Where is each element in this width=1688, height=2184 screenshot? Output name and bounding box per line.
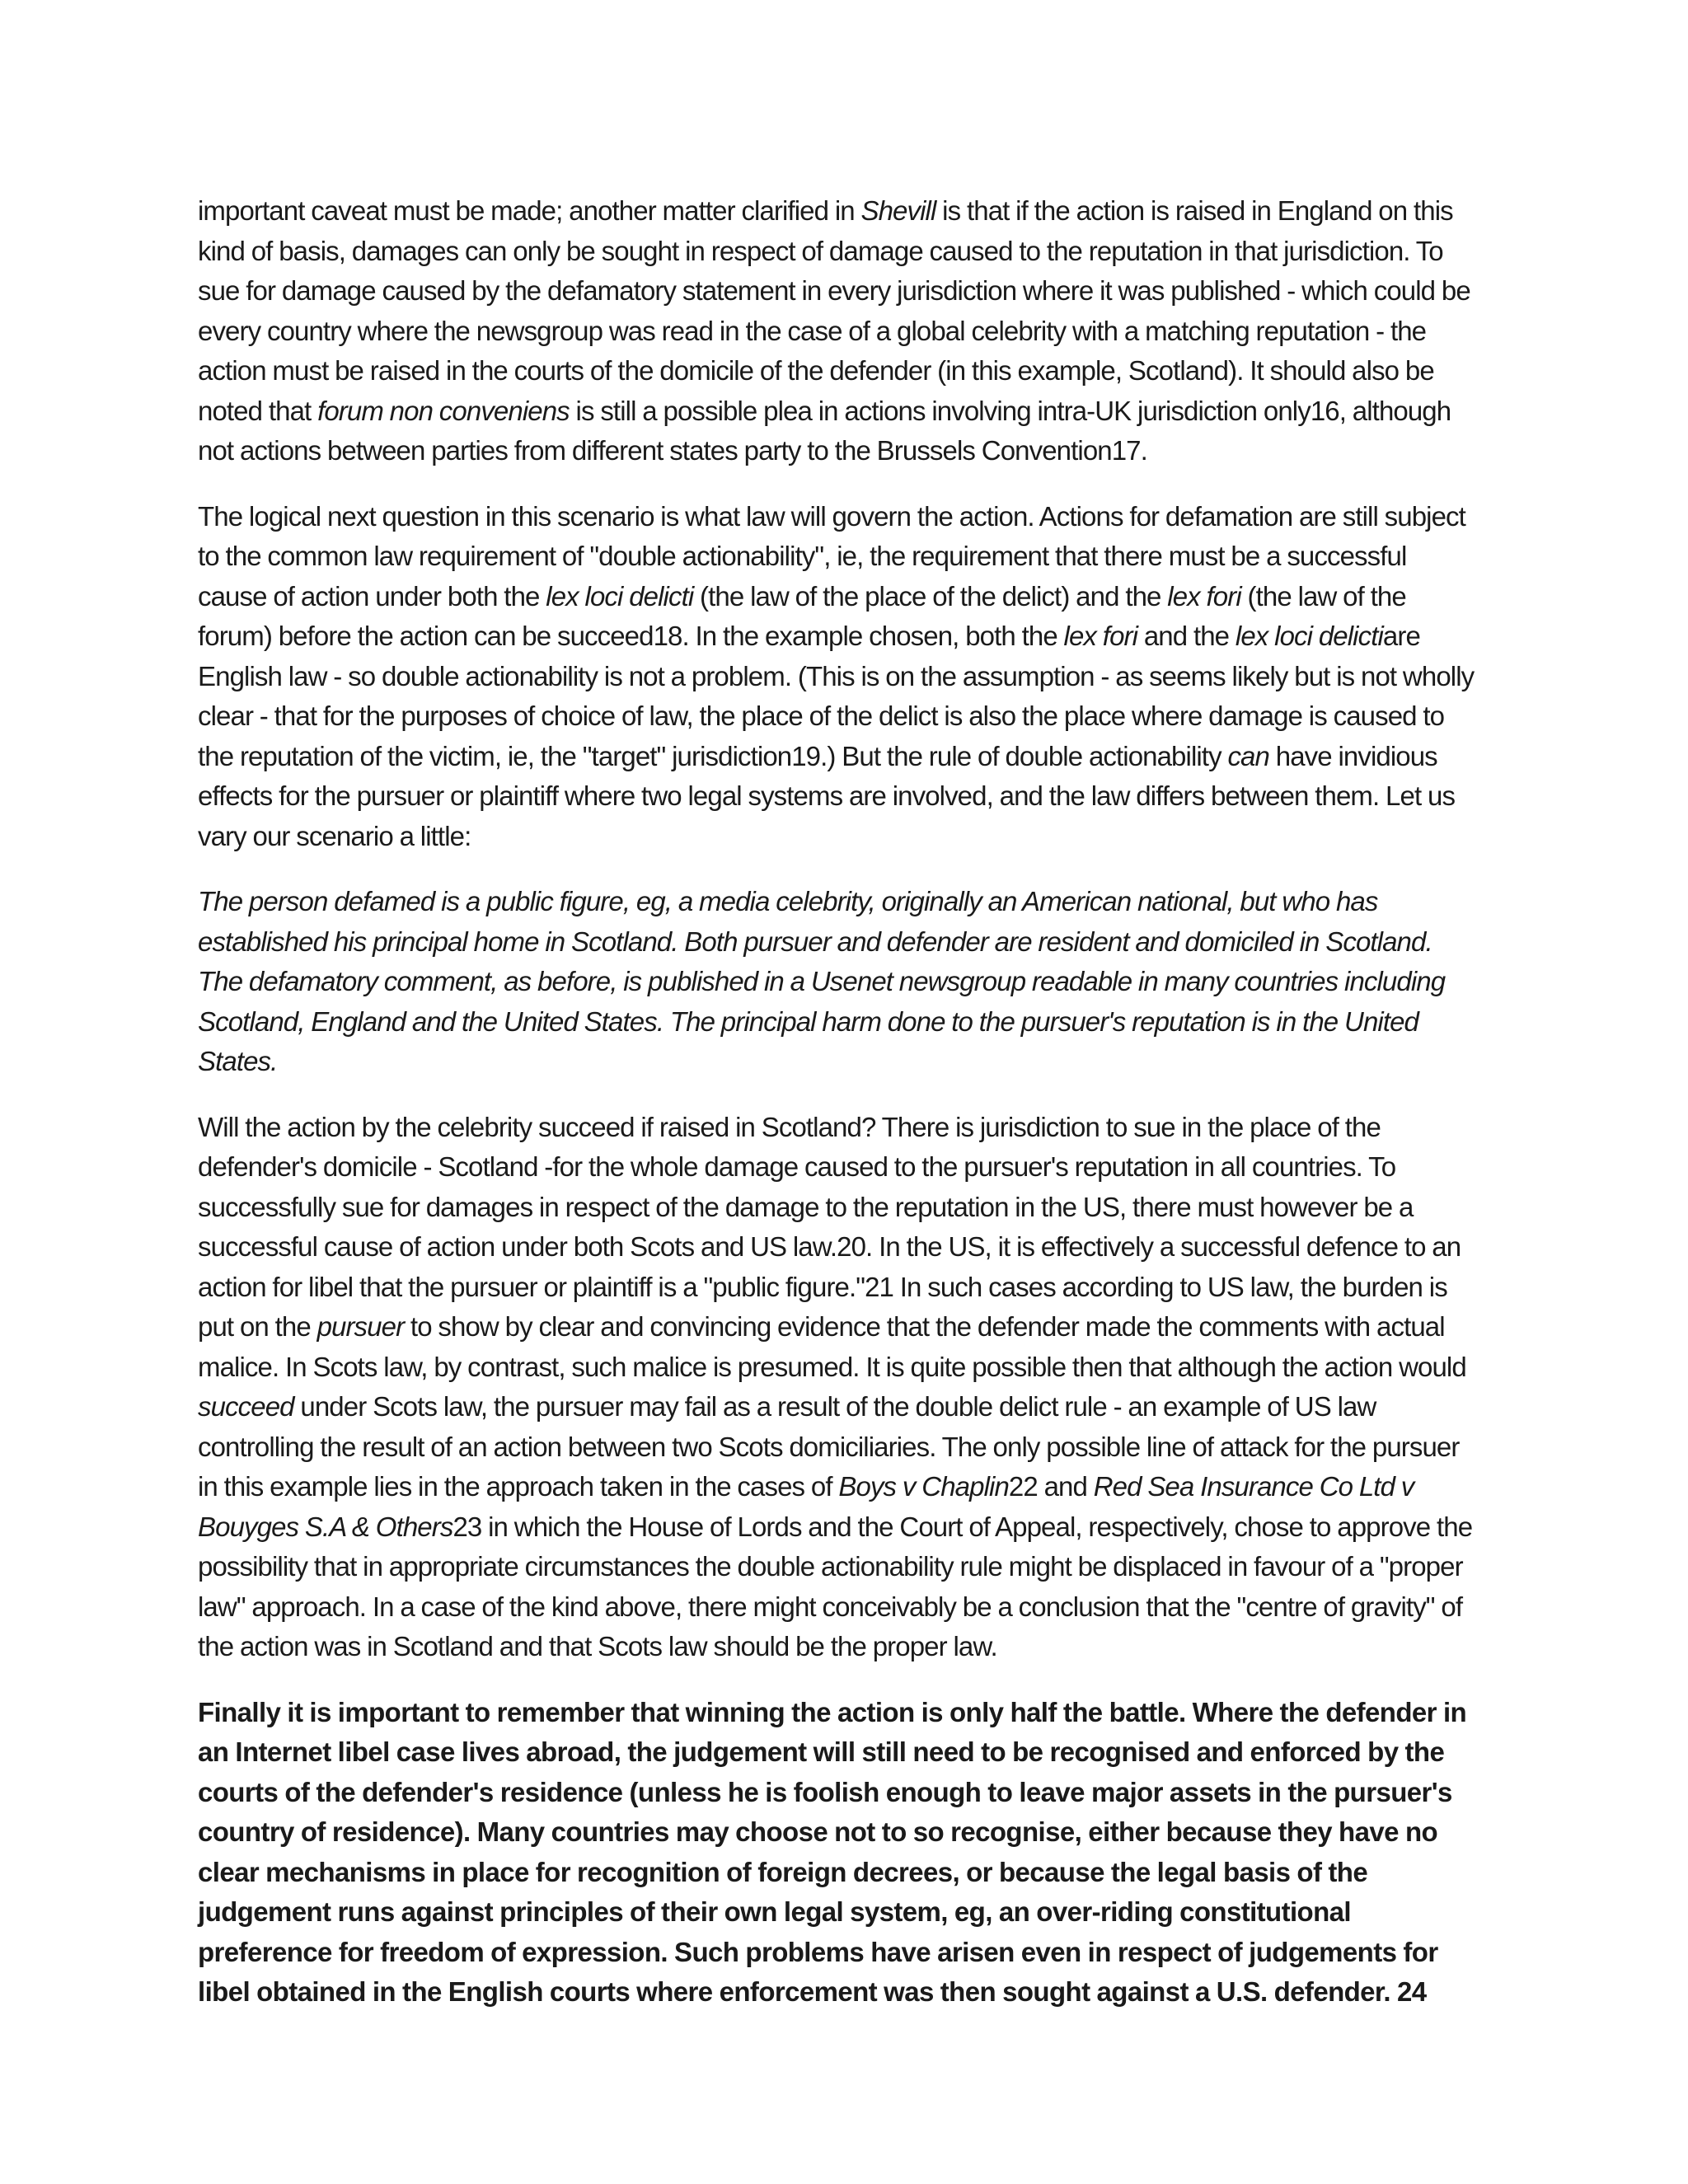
paragraph-text: are English law - so double actionability is not a problem. (This is on the assumption - as seems likely but is not wholly clear - that for the purposes of choice of law, the place of the delict is also the place where damage is caused to the reputation of the victim, ie, the "target" jurisdiction19.) But the rule of double actionability <box>198 621 1475 771</box>
paragraph-text: is still a possible plea in actions involving intra-UK jurisdiction only16, although not actions between parties from different states party to the Brussels Convention17. <box>198 395 1451 466</box>
paragraph-text: and the <box>1137 621 1236 651</box>
emphasis-italic: can <box>1227 740 1269 771</box>
paragraph-text: have invidious effects for the pursuer or plaintiff where two legal systems are involved, and the law differs between them. Let us vary our scenario a little: <box>198 740 1456 851</box>
concluding-paragraph-bold <box>198 1693 1475 2013</box>
paragraph-text: is that if the action is raised in England on this kind of basis, damages can only be sought in respect of damage caused to the reputation in that jurisdiction. To sue for damage caused by the defamatory statement in every jurisdiction where it was published - which could be every country where the newsgroup was read in the case of a global celebrity with a matching reputation - the action must be raised in the courts of the domicile of the defender (in this example, Scotland). It should also be noted that <box>198 195 1470 426</box>
latin-term-italic: lex fori <box>1167 580 1241 612</box>
case-name-italic: Boys v Chaplin <box>838 1471 1009 1502</box>
latin-term-italic: lex loci delicti <box>546 580 694 612</box>
latin-term-italic: forum non conveniens <box>317 395 570 426</box>
paragraph <box>198 1108 1475 1667</box>
paragraph-text: (the law of the forum) before the action can be succeed18. In the example chosen, both the <box>198 580 1406 651</box>
case-name-italic: Shevill <box>860 195 936 226</box>
emphasis-italic: pursuer <box>316 1311 405 1342</box>
paragraph-text: Finally it is important to remember that winning the action is only half the battle. Where the defender in an Internet libel case lives abroad, the judgement will still need to be recognised and enforced by the courts of the defender's residence (unless he is foolish enough to leave major assets in the pursuer's country of residence). Many countries may choose not to so recognise, either because they have no clear mechanisms in place for recognition of foreign decrees, or because the legal basis of the judgement runs against principles of their own legal system, eg, an over-riding constitutional preference for freedom of expression. Such problems have arisen even in respect of judgements for libel obtained in the English courts where enforcement was then sought against a U.S. defender. 24 <box>198 1696 1467 2007</box>
paragraph-text: important caveat must be made; another matter clarified in <box>198 195 861 226</box>
case-name-italic: Red Sea Insurance Co Ltd v Bouyges S.A & Others <box>198 1471 1414 1542</box>
paragraph <box>198 497 1475 857</box>
paragraph-text: Will the action by the celebrity succeed if raised in Scotland? There is jurisdiction to sue in the place of the defender's domicile - Scotland -for the whole damage caused to the pursuer's reputation in all countries. To successfully sue for damages in respect of the damage to the reputation in the US, there must however be a successful cause of action under both Scots and US law.20. In the US, it is effectively a successful defence to an action for libel that the pursuer or plaintiff is a "public figure."21 In such cases according to US law, the burden is put on the <box>198 1111 1461 1342</box>
scenario-text-italic: The person defamed is a public figure, eg, a media celebrity, originally an American national, but who has established his principal home in Scotland. Both pursuer and defender are resident and domiciled in Scotland. The defamatory comment, as before, is published in a Usenet newsgroup readable in many countries including Scotland, England and the United States. The principal harm done to the pursuer's reputation is in the United States. <box>198 886 1446 1076</box>
paragraph-text: (the law of the place of the delict) and the <box>693 580 1168 612</box>
paragraph-text: to show by clear and convincing evidence that the defender made the comments with actual malice. In Scots law, by contrast, such malice is presumed. It is quite possible then that although the action would <box>198 1311 1466 1382</box>
paragraph-text: 23 in which the House of Lords and the Court of Appeal, respectively, chose to approve the possibility that in appropriate circumstances the double actionability rule might be displaced in favour of a "proper law" approach. In a case of the kind above, there might conceivably be a conclusion that the "centre of gravity" of the action was in Scotland and that Scots law should be the proper law. <box>198 1511 1473 1661</box>
emphasis-italic: succeed <box>198 1391 294 1422</box>
paragraph-text: 22 and <box>1008 1471 1094 1502</box>
latin-term-italic: lex loci delicti <box>1235 621 1383 651</box>
document-page <box>198 191 1475 2038</box>
paragraph <box>198 191 1475 471</box>
paragraph-text: The logical next question in this scenario is what law will govern the action. Actions for defamation are still subject to the common law requirement of "double actionability", ie, the requirement that there must be a successful cause of action under both the <box>198 500 1465 612</box>
scenario-paragraph <box>198 882 1475 1082</box>
latin-term-italic: lex fori <box>1063 621 1138 651</box>
paragraph-text: under Scots law, the pursuer may fail as a result of the double delict rule - an example of US law controlling the result of an action between two Scots domiciliaries. The only possible line of attack for the pursuer in this example lies in the approach taken in the cases of <box>198 1391 1460 1502</box>
